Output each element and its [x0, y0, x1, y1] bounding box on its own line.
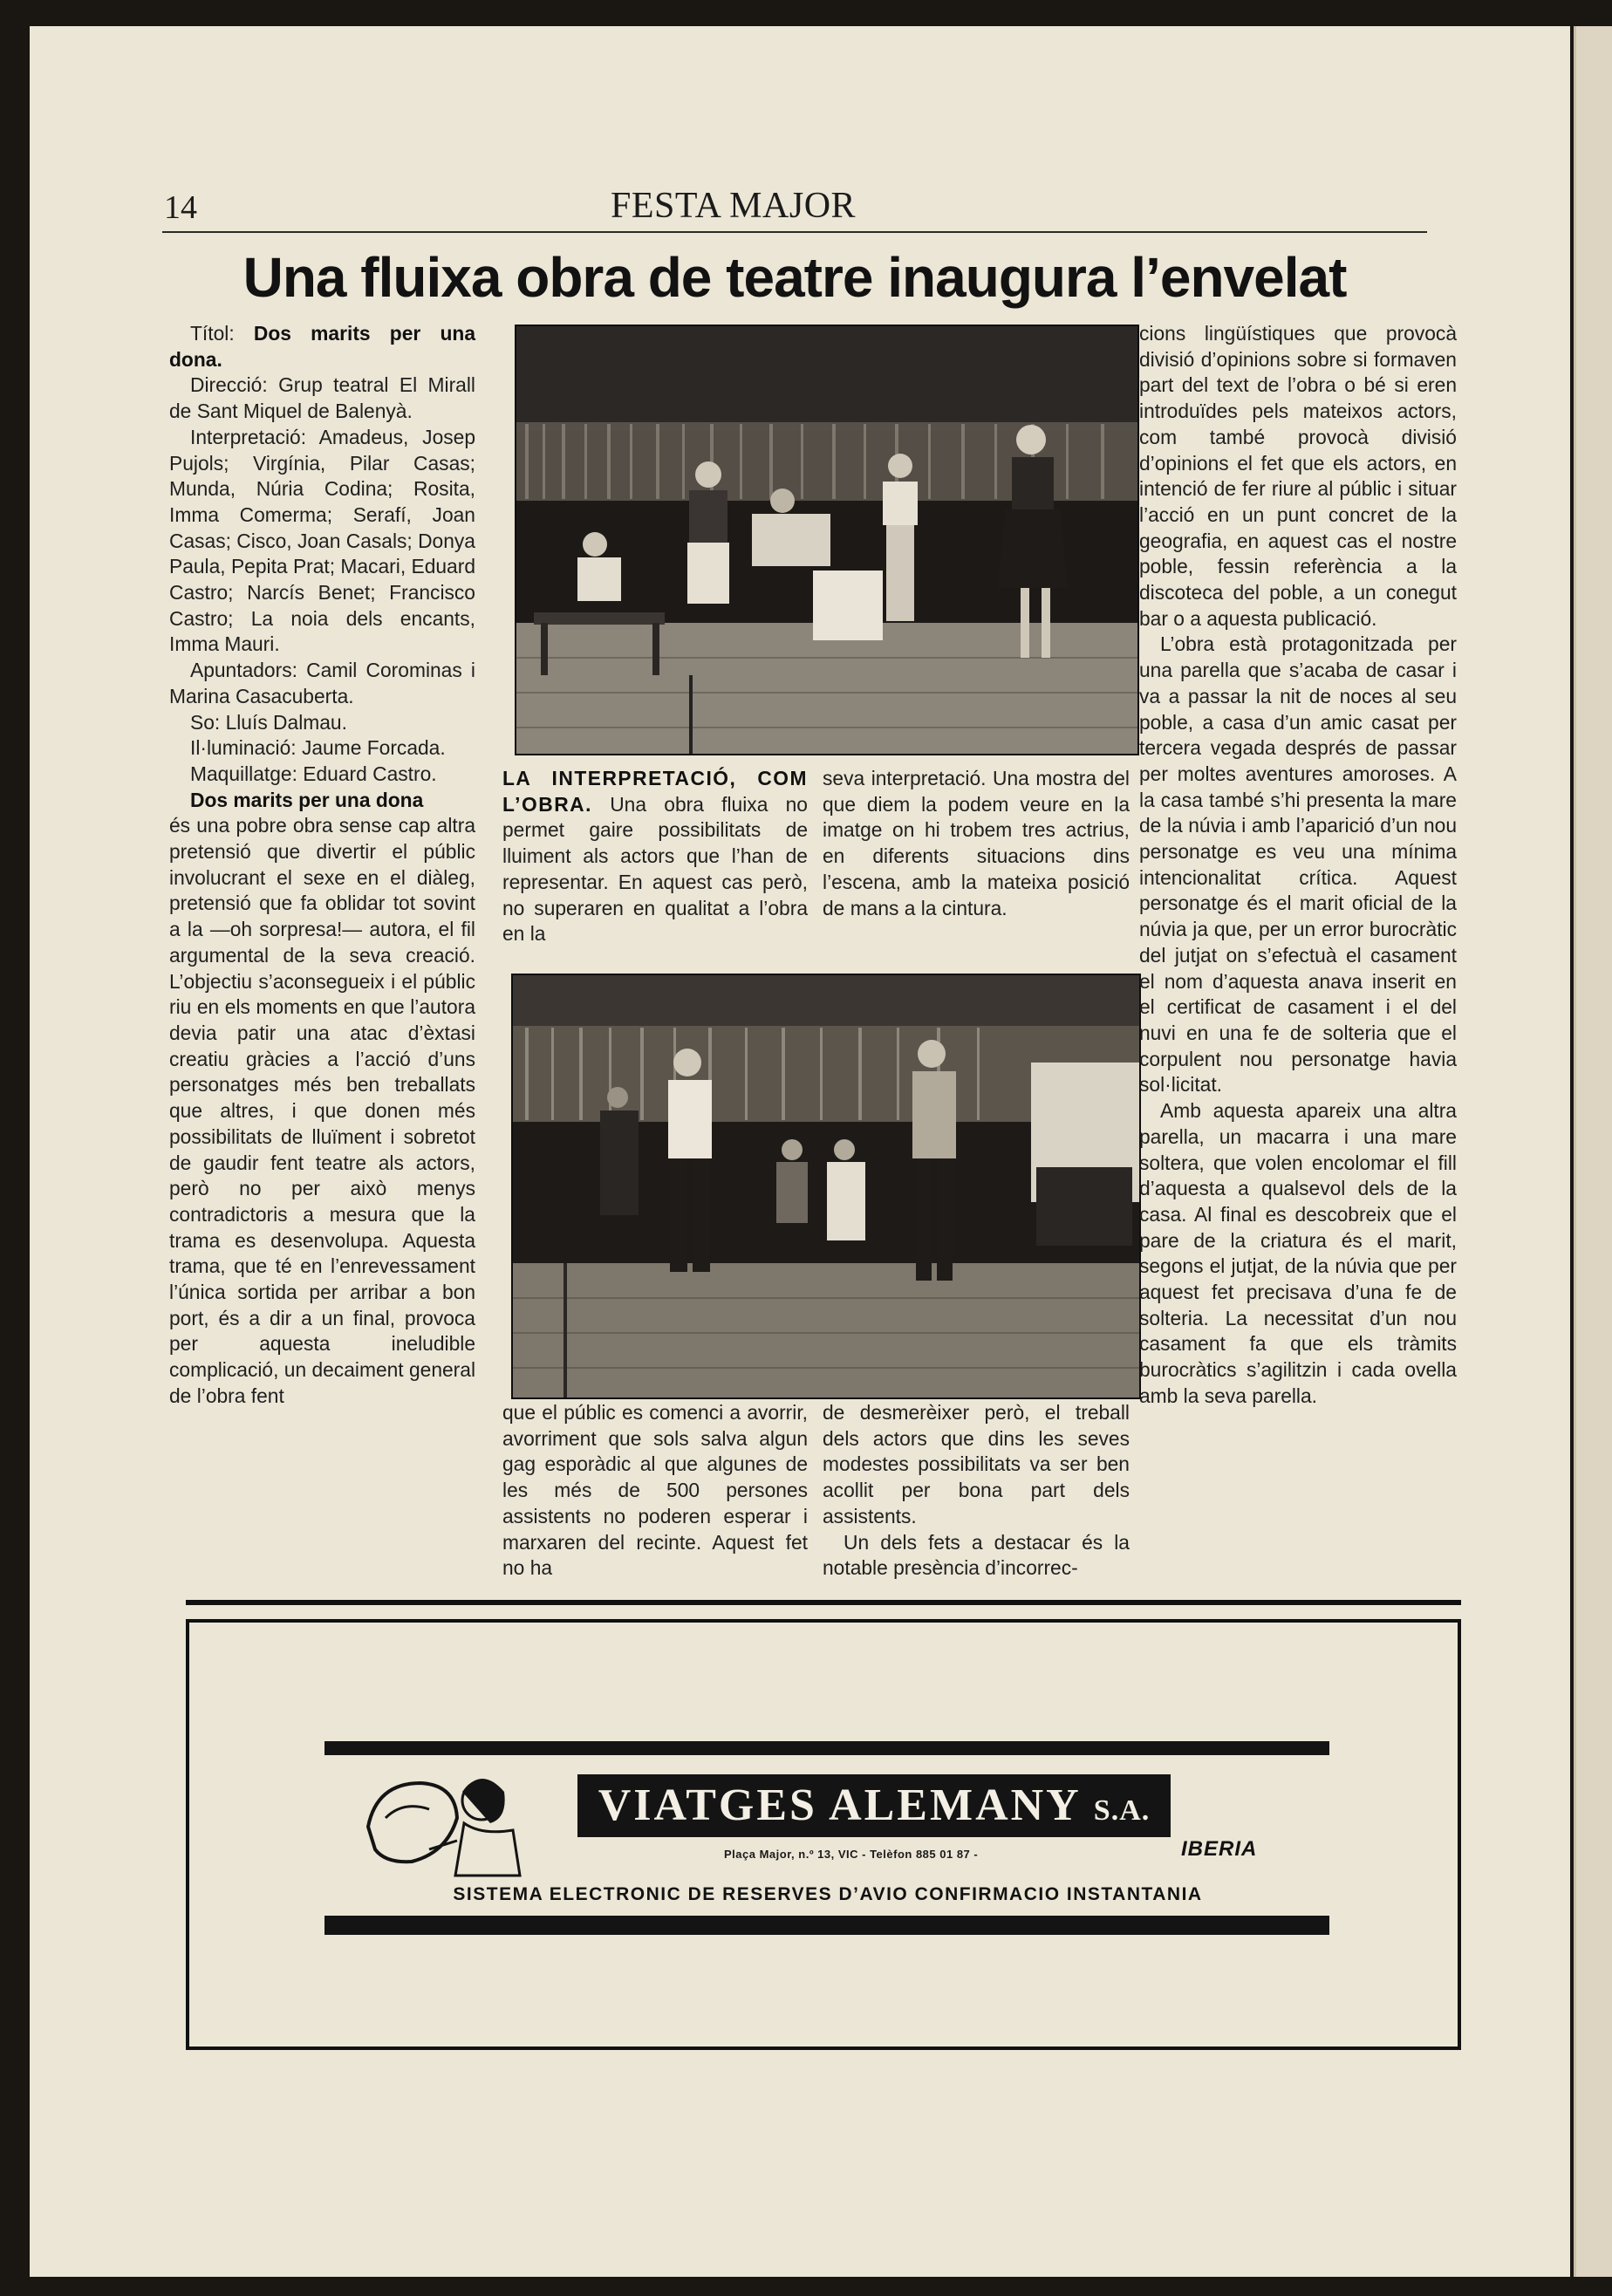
ad-illustration-icon [359, 1766, 525, 1879]
ad-tagline: SISTEMA ELECTRONIC DE RESERVES D’AVIO CONFIRMACIO INSTANTANIA [453, 1884, 1203, 1904]
interpretation-continued [823, 766, 1130, 921]
interpretation-text: LA INTERPRETACIÓ, COM L’OBRA. Una obra fluixa no permet gaire possibilitats de lluiment als actors que l’han de representar. En aquest cas però, no superaren en qualitat a l’obra en la [502, 767, 808, 946]
credits-column [169, 321, 475, 1410]
credit-direction: Direcció: Grup teatral El Mirall de Sant Miquel de Balenyà. [169, 373, 475, 423]
ad-bar-bottom [324, 1916, 1329, 1935]
section-title: FESTA MAJOR [611, 186, 857, 226]
body-right-p2: L’obra està protagonitzada per una parella que s’acaba de casar i va a passar la nit de noces al seu poble, a casa d’un amic casat per tercera vegada després de passar per moltes aventures amoroses. A la casa també s’hi presenta la mare de la núvia i amb l’aparició d’un nou personatge es veu una mínima intencionalitat crítica. Aquest personatge és el marit oficial de la núvia ja que, per un error burocràtic del jutjat on s’efectuà el casament el nom d’aquesta anava inserit en el certificat de casament i el del nuvi en una fe de solteria que el corpulent nou personatge havia sol·licitat. [1139, 632, 1457, 1097]
credit-lighting: Il·luminació: Jaume Forcada. [190, 736, 446, 760]
ad-address: Plaça Major, n.º 13, VIC - Telèfon 885 01 87 - [724, 1848, 979, 1861]
ad-top-rule [186, 1600, 1461, 1605]
stage-photo-actresses-image [516, 326, 1137, 754]
stage-photo-scene-image [513, 975, 1139, 1397]
interpretation-paragraph [502, 766, 808, 947]
credit-prompters: Apuntadors: Camil Corominas i Marina Casacuberta. [169, 659, 475, 707]
body-continued-col2 [502, 1400, 808, 1582]
next-page-edge [1574, 26, 1612, 2277]
interpretation-continued-text: seva interpretació. Una mostra del que diem la podem veure en la imatge on hi trobem tres actrius, en diferents situacions dins l’escena, amb la mateixa posició de mans a la cintura. [823, 767, 1130, 919]
body-right-p1: cions lingüístiques que provocà divisió d’opinions sobre si formaven part del text de l’obra o bé si eren introduïdes pels mateixos actors, com també provocà divisió d’opinions el fet que els actors, en intenció de fer riure al públic i situar l’acció en un punt concret de la geografia, en aquest cas el nostre poble, fessin referència a la discoteca del poble, a un conegut bar o a aquesta publicació. [1139, 322, 1457, 630]
body-continued-col3-p2: Un dels fets a destacar és la notable presència d’incorrec- [823, 1530, 1130, 1580]
article-body-col1: és una pobre obra sense cap altra pretensió que divertir el públic involucrant el sexe en el diàleg, pretensió que fa oblidar tot sovint a la —oh sorpresa!— autora, el fil argumental de la seva creació. L’objectiu s’aconsegueix i el públic riu en els moments en que l’autora devia patir una atac d’èxtasi creatiu gràcies a l’acció d’uns personatges més ben treballats que altres, i que donen més possibilitats de lluïment i sobretot de gaudir fent teatre als actors, però no per això menys contradictoris a mesura que la trama es desenvolupa. Aquesta trama, que té en l’enrevessament l’única sortida per arribar a bon port, és a dir a un final, provoca per aquesta ineludible complicació, un decaiment general de l’obra fent [169, 814, 476, 1407]
ad-bar-top [324, 1741, 1329, 1755]
credit-cast: Interpretació: Amadeus, Josep Pujols; Virgínia, Pilar Casas; Munda, Núria Codina; Rosita, Imma Comerma; Serafí, Joan Casas; Cisco, Joan Casals; Donya Paula, Pepita Prat; Macari, Eduard Castro; Narcís Benet; Francisco Castro; La noia dels encants, Imma Mauri. [169, 425, 476, 656]
header-rule [162, 231, 1427, 233]
body-continued-col3 [823, 1400, 1130, 1582]
interpretation-subhead: LA INTERPRETACIÓ, COM L’OBRA. [502, 767, 808, 816]
credit-makeup: Maquillatge: Eduard Castro. [190, 762, 437, 785]
ad-brand-name: VIATGES ALEMANY S.A. [577, 1774, 1171, 1837]
credit-title: Títol: Dos marits per una dona. [169, 322, 476, 371]
body-continued-col3-p1: de desmerèixer però, el treball dels actors que dins les seves modestes possibilitats va ser ben acollit per bona part dels assistents. [823, 1401, 1130, 1527]
body-continued-col2-text: que el públic es comenci a avorrir, avorriment que sols salva algun gag esporàdic al que algunes de les més de 500 persones assistents no poderen esperar i marxaren del recinte. Aquest fet no ha [502, 1401, 808, 1580]
body-right-p3: Amb aquesta apareix una altra parella, un macarra i una mare soltera, que volen encolomar el fill d’aquesta a qualsevol dels de la casa. Al final es descobreix que el pare de la criatura és el marit, segons el jutjat, de la núvia que per aquest fet precisava d’una fe de solteria. La necessitat d’un nou casament fa que els tràmits burocràtics s’agilitzin i cada ovella amb la seva parella. [1139, 1099, 1457, 1407]
body-column-right [1139, 321, 1457, 1410]
credit-sound: So: Lluís Dalmau. [190, 710, 347, 734]
article-headline: Una fluixa obra de teatre inaugura l’envelat [242, 246, 1347, 309]
ad-airline-logo: IBERIA [1181, 1837, 1258, 1861]
stage-photo-actresses [515, 325, 1139, 755]
page-number: 14 [164, 189, 197, 226]
article-lead-bold: Dos marits per una dona [190, 788, 424, 811]
stage-photo-scene [511, 974, 1141, 1399]
